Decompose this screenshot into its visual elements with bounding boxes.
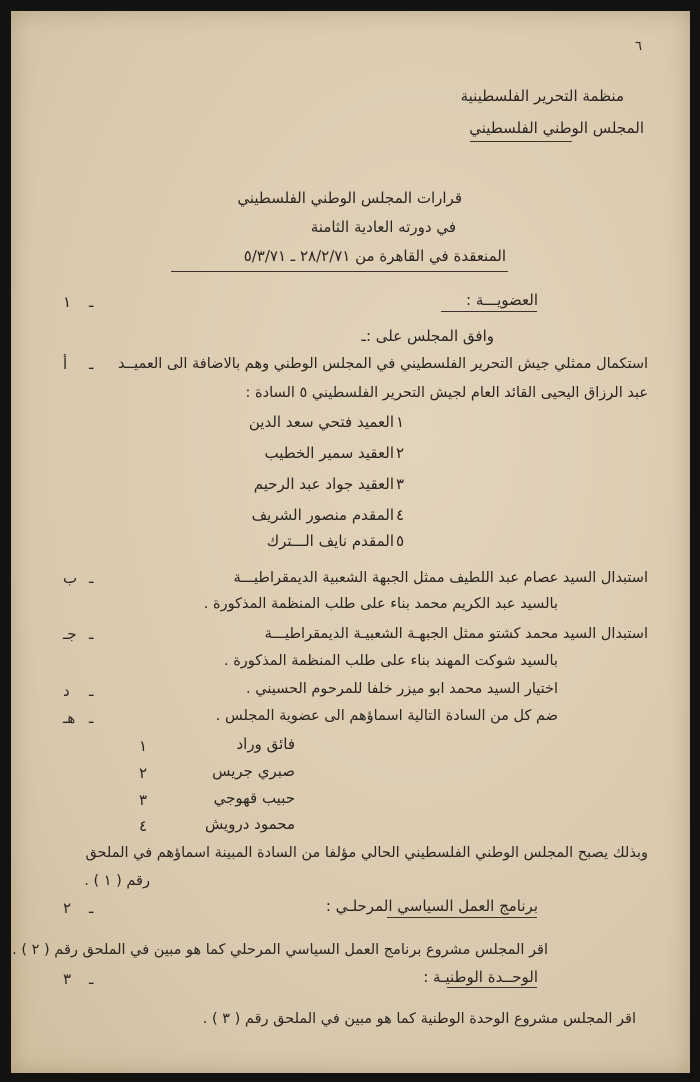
h-list-1-num: ١ bbox=[139, 737, 148, 755]
h-list-3-name: حبيب قهوجي bbox=[213, 789, 295, 807]
section-2-underline bbox=[387, 917, 537, 918]
item-h-line: ضم كل من السادة التالية اسماؤهم الى عضوية المجلس . bbox=[215, 708, 558, 724]
item-a-line-2: عبد الرزاق اليحيى القائد العام لجيش التحرير الفلسطيني ٥ السادة : bbox=[245, 385, 648, 401]
h-list-2-name: صبري جريس bbox=[212, 762, 295, 780]
section-1-number: ١ bbox=[63, 293, 72, 311]
item-b-line-2: بالسيد عبد الكريم محمد بناء على طلب المنظمة المذكورة . bbox=[203, 596, 558, 612]
item-d-label: د bbox=[63, 682, 70, 700]
section-3-number: ٣ bbox=[63, 970, 72, 988]
item-a-label: أ bbox=[63, 355, 68, 373]
section-3-dash: ـ bbox=[89, 970, 94, 988]
item-h-label: هـ bbox=[63, 709, 76, 727]
h-list-3-num: ٣ bbox=[139, 791, 148, 809]
a-list-5-name: المقدم نايف الـــترك bbox=[266, 532, 394, 550]
a-list-2-num: ٢ bbox=[396, 444, 405, 462]
section-3-underline bbox=[447, 987, 537, 988]
section-2-dash: ـ bbox=[89, 899, 94, 917]
a-list-5-num: ٥ bbox=[396, 532, 405, 550]
h-list-4-name: محمود درويش bbox=[204, 815, 295, 833]
title-underline bbox=[171, 271, 508, 272]
page-number: ٦ bbox=[635, 39, 642, 54]
section-1-dash: ـ bbox=[89, 293, 94, 311]
item-c-label: جـ bbox=[63, 625, 77, 643]
section-1-heading: العضويـــة : bbox=[466, 291, 538, 309]
item-b-line-1: استبدال السيد عصام عبد اللطيف ممثل الجبهة الشعبية الديمقراطيـــة bbox=[233, 570, 648, 586]
section-3-heading: الوحــدة الوطنيـة : bbox=[423, 968, 538, 986]
section-1-underline bbox=[441, 311, 537, 312]
item-b-label: ب bbox=[63, 569, 78, 587]
item-c-line-1: استبدال السيد محمد كشتو ممثل الجبهـة الشعبيـة الديمقراطيـــة bbox=[264, 626, 648, 642]
a-list-4-num: ٤ bbox=[396, 506, 405, 524]
a-list-2-name: العقيد سمير الخطيب bbox=[264, 444, 394, 462]
document-page: ٦ منظمة التحرير الفلسطينية المجلس الوطني الفلسطيني قرارات المجلس الوطني الفلسطيني في دورته العادية الثامنة المنعقدة في القاهرة من ٢٨/٢/٧١ ـ ٥/٣/٧١ ١ ـ العضويـــة : وافق المجلس على :ـ أ ـ استكمال ممثلي جيش التحرير الفلسطيني في المجلس الوطني وهم بالاضافة الى العميــد عبد الرزاق اليحيى القائد العام لجيش التحرير الفلسطيني ٥ السادة : ١ العميد فتحي سعد الدين ٢ العقيد سمير الخطيب ٣ العقيد جواد عبد الرحيم ٤ المقدم منصور الشريف ٥ المقدم نايف الـــترك ب ـ استبدال السيد عصام عبد اللطيف ممثل الجبهة الشعبية الديمقراطيـــة بالسيد عبد الكريم محمد بناء على طلب المنظمة المذكورة . جـ ـ استبدال السيد محمد كشتو ممثل الجبهـة الشعبيـة الديمقراطيـــة بالسيد شوكت المهند بناء على طلب المنظمة المذكورة . د ـ اختيار السيد محمد ابو ميزر خلفا للمرحوم الحسيني . هـ ـ ضم كل من السادة التالية اسماؤهم الى عضوية المجلس . ١ فائق وراد ٢ صبري جريس ٣ حبيب قهوجي ٤ محمود درويش وبذلك يصبح المجلس الوطني الفلسطيني الحالي مؤلفا من السادة المبينة اسماؤهم في الملحق رقم ( ١ ) . ٢ ـ برنامج العمل السياسي المرحلـي : اقر المجلس مشروع برنامج العمل السياسي المرحلي كما هو مبين في الملحق رقم ( ٢ ) . ٣ ـ الوحــدة الوطنيـة : اقر المجلس مشروع الوحدة الوطنية كما هو مبين في الملحق رقم ( ٣ ) . bbox=[11, 11, 690, 1073]
a-list-3-name: العقيد جواد عبد الرحيم bbox=[253, 475, 394, 493]
header-org: منظمة التحرير الفلسطينية bbox=[460, 87, 624, 105]
a-list-1-name: العميد فتحي سعد الدين bbox=[248, 413, 394, 431]
h-list-4-num: ٤ bbox=[139, 817, 148, 835]
a-list-3-num: ٣ bbox=[396, 475, 405, 493]
a-list-4-name: المقدم منصور الشريف bbox=[251, 506, 394, 524]
title-line-1: قرارات المجلس الوطني الفلسطيني bbox=[237, 189, 462, 207]
unity-text: اقر المجلس مشروع الوحدة الوطنية كما هو مبين في الملحق رقم ( ٣ ) . bbox=[202, 1011, 636, 1027]
item-d-line: اختيار السيد محمد ابو ميزر خلفا للمرحوم الحسيني . bbox=[246, 681, 558, 697]
header-underline bbox=[470, 141, 572, 142]
item-a-line-1: استكمال ممثلي جيش التحرير الفلسطيني في المجلس الوطني وهم بالاضافة الى العميــد bbox=[117, 356, 648, 372]
title-line-2: في دورته العادية الثامنة bbox=[310, 218, 456, 236]
h-list-1-name: فائق وراد bbox=[236, 735, 295, 753]
h-list-2-num: ٢ bbox=[139, 764, 148, 782]
section-2-heading: برنامج العمل السياسي المرحلـي : bbox=[325, 897, 538, 915]
title-line-3: المنعقدة في القاهرة من ٢٨/٢/٧١ ـ ٥/٣/٧١ bbox=[243, 247, 506, 265]
section-2-number: ٢ bbox=[63, 899, 72, 917]
item-c-line-2: بالسيد شوكت المهند بناء على طلب المنظمة المذكورة . bbox=[223, 653, 558, 669]
summary-line-2: رقم ( ١ ) . bbox=[84, 873, 150, 889]
summary-line-1: وبذلك يصبح المجلس الوطني الفلسطيني الحالي مؤلفا من السادة المبينة اسماؤهم في الملحق bbox=[85, 845, 648, 861]
program-text: اقر المجلس مشروع برنامج العمل السياسي المرحلي كما هو مبين في الملحق رقم ( ٢ ) . bbox=[12, 942, 548, 958]
a-list-1-num: ١ bbox=[396, 413, 405, 431]
header-council: المجلس الوطني الفلسطيني bbox=[469, 119, 644, 137]
membership-intro: وافق المجلس على :ـ bbox=[361, 327, 494, 345]
